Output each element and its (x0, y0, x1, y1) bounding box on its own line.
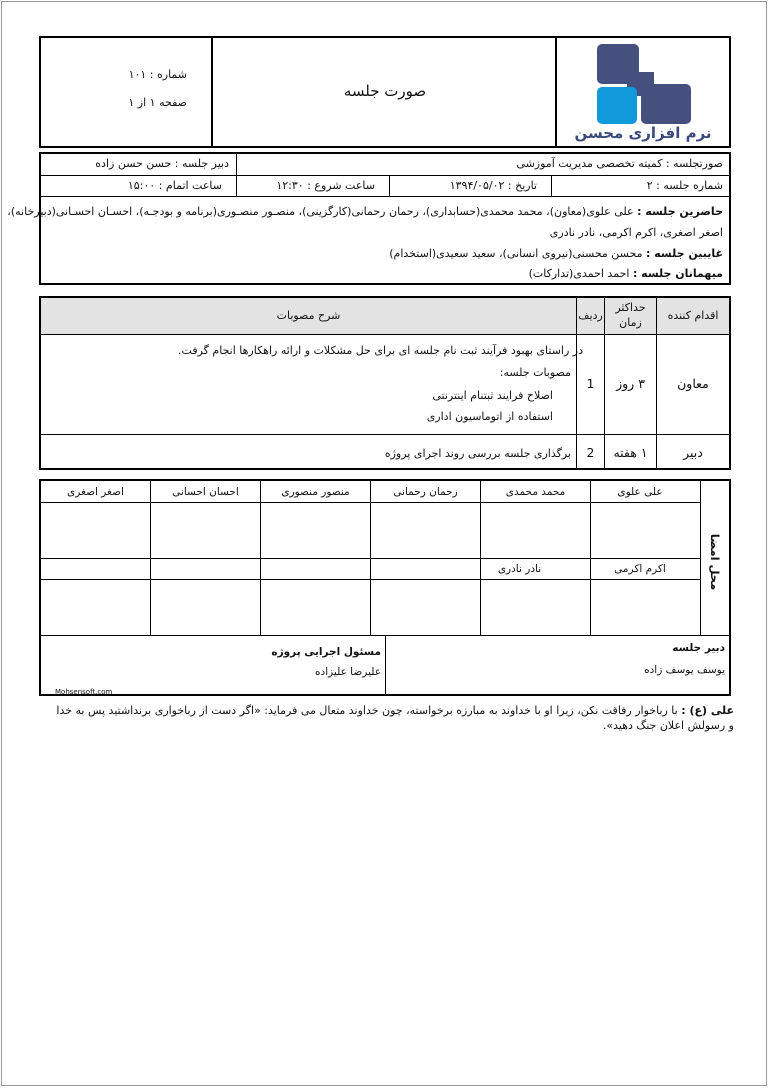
session-number: شماره جلسه : ۲ (646, 179, 723, 192)
manager-title: مسئول اجرایی پروژه (271, 646, 381, 658)
signer-7: اکرم اکرمی (614, 563, 666, 575)
signature-side-label-box (705, 527, 725, 597)
header-action-by: اقدام کننده (667, 309, 719, 322)
minutes-subject: صورتجلسه : کمیته تخصصی مدیریت آموزشی (516, 157, 723, 170)
guests-row (529, 267, 723, 280)
signer-5: احسان احسانی (172, 486, 239, 498)
header-deadline: حداکثر زمان (615, 301, 646, 329)
title-area (211, 38, 557, 146)
quote-text: با رباخوار رفاقت نکن، زیرا او با خداوند به مبارزه برخواسته، چون خداوند متعال می فرماید: «اگر دست از رباخواری برنداشتید پس به خدا و رسولش اعلان جنگ دهید». (56, 704, 734, 732)
signer-4: منصور منصوری (281, 486, 350, 498)
signer-8: نادر نادری (497, 563, 542, 575)
website-label: Mohsensoft.com (55, 688, 113, 696)
absent-label: غایبین جلسه : (646, 247, 723, 260)
manager-name: علیرضا علیزاده (315, 666, 381, 678)
guests-label: میهمانان جلسه : (632, 267, 723, 280)
row1-deadline: ۳ روز (616, 376, 645, 391)
meeting-secretary: دبیر جلسه : حسن حسن زاده (95, 157, 229, 170)
row2-description: برگذاری جلسه بررسی روند اجرای پروژه (384, 447, 571, 460)
row1-number: 1 (586, 376, 595, 391)
row1-description-line3: اصلاح فرایند ثبتنام اینترنتی (432, 389, 553, 402)
row2-action-by: دبیر (683, 445, 703, 460)
row1-description-line2: مصوبات جلسه: (499, 366, 571, 379)
signer-2: محمد محمدی (505, 486, 566, 498)
signer-1: علی علوی (617, 486, 663, 498)
row2-number: 2 (586, 445, 595, 460)
row1-description-line1: در راستای بهبود فرآیند ثبت نام جلسه ای برای حل مشکلات و ارائه راهکارها انجام گرفت. (178, 344, 583, 357)
absent-row (389, 247, 723, 260)
row1-description-line4: استفاده از اتوماسیون اداری (426, 410, 553, 423)
row1-action-by: معاون (677, 376, 709, 391)
signature-side-label: محل امضا (708, 533, 723, 591)
logo-area (555, 38, 729, 146)
secretary-title: دبیر جلسه (672, 642, 725, 654)
meeting-info (7, 152, 731, 285)
guests-list: احمد احمدی(تدارکات) (528, 267, 630, 280)
present-list-continued: اصغر اصغری، اکرم اکرمی، نادر نادری (549, 226, 723, 239)
end-time: ساعت اتمام : ۱۵:۰۰ (127, 179, 222, 192)
header-row-number: ردیف (578, 309, 603, 322)
header-description: شرح مصوبات (276, 309, 341, 322)
present-list: علی علوی(معاون)، محمد محمدی(حسابداری)، رحمان رحمانی(کارگزینی)، منصـور منصـوری(برنامه و بودجـه)، احسـان احسـانی(دبیرخانه)، (7, 205, 634, 218)
row2-deadline: ۱ هفته (613, 445, 648, 460)
secretary-name: یوسف یوسف زاده (644, 664, 725, 676)
company-logo-icon (597, 44, 693, 126)
absent-list: محسن محسنی(نیروی انسانی)، سعید سعیدی(استخدام) (389, 247, 643, 260)
present-label: حاضرین جلسه : (637, 205, 723, 218)
document-title: صورت جلسه (343, 82, 427, 100)
signer-6: اصغر اصغری (67, 486, 124, 498)
footer-quote (50, 703, 734, 733)
logo-text: نرم افزاری محسن (574, 124, 712, 142)
document-number: شماره : ۱۰۱ (128, 68, 187, 81)
resolutions-table (39, 296, 731, 470)
signature-section (39, 479, 731, 696)
start-time: ساعت شروع : ۱۲:۳۰ (276, 179, 375, 192)
page-count: صفحه ۱ از ۱ (128, 96, 187, 109)
number-area (41, 38, 215, 146)
present-row (7, 205, 723, 218)
quote-lead: علی (ع) : (681, 704, 734, 717)
signer-3: رحمان رحمانی (393, 486, 458, 498)
meeting-date: تاریخ : ۱۳۹۴/۰۵/۰۲ (449, 179, 537, 192)
document-header (39, 36, 731, 148)
